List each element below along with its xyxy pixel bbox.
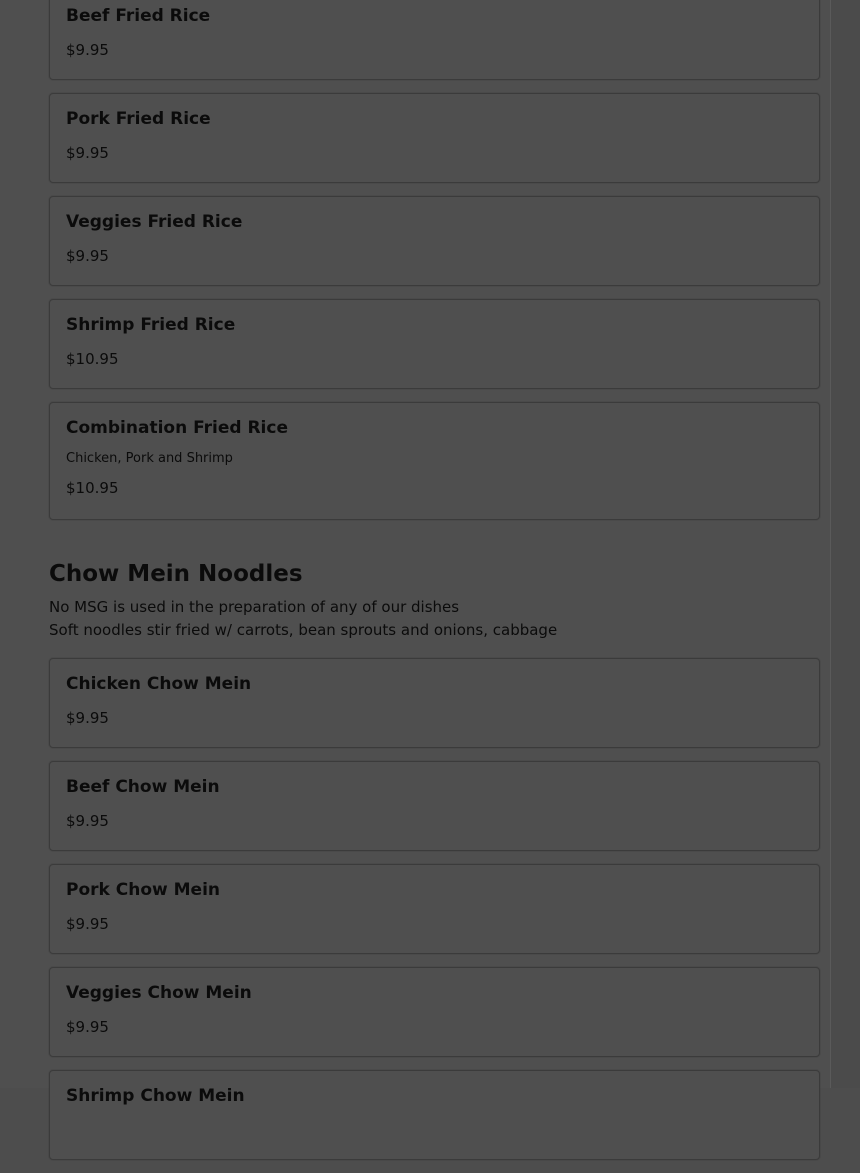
section-note-description: Soft noodles stir fried w/ carrots, bean sprouts and onions, cabbage — [49, 621, 558, 639]
menu-item-name: Chicken Chow Mein — [66, 674, 252, 694]
menu-item-card-veggies-chow-mein[interactable] — [49, 967, 820, 1057]
menu-item-price: $9.95 — [66, 915, 109, 933]
menu-item-card-veggies-fried-rice[interactable] — [49, 196, 820, 286]
menu-item-name: Pork Fried Rice — [66, 109, 211, 129]
menu-item-name: Pork Chow Mein — [66, 880, 221, 900]
menu-item-name: Veggies Fried Rice — [66, 212, 243, 232]
menu-item-price: $9.95 — [66, 812, 109, 830]
menu-item-name: Veggies Chow Mein — [66, 983, 252, 1003]
menu-item-card-shrimp-fried-rice[interactable] — [49, 299, 820, 389]
menu-item-description: Chicken, Pork and Shrimp — [66, 451, 233, 466]
section-note-msg: No MSG is used in the preparation of any of our dishes — [49, 598, 460, 616]
menu-item-card-chicken-chow-mein[interactable] — [49, 658, 820, 748]
menu-item-card-beef-fried-rice[interactable] — [49, 0, 820, 80]
menu-item-card-pork-chow-mein[interactable] — [49, 864, 820, 954]
menu-item-price: $9.95 — [66, 1018, 109, 1036]
menu-item-price: $10.95 — [66, 479, 119, 497]
menu-item-card-beef-chow-mein[interactable] — [49, 761, 820, 851]
menu-item-card-pork-fried-rice[interactable] — [49, 93, 820, 183]
menu-item-name: Shrimp Fried Rice — [66, 315, 236, 335]
menu-content — [49, 0, 820, 1173]
menu-item-card-combination-fried-rice[interactable] — [49, 402, 820, 520]
menu-item-name: Combination Fried Rice — [66, 418, 288, 438]
menu-item-price: $10.95 — [66, 350, 119, 368]
menu-item-price: $9.95 — [66, 247, 109, 265]
menu-item-name: Beef Fried Rice — [66, 6, 211, 26]
menu-item-name: Shrimp Chow Mein — [66, 1086, 245, 1106]
page-right-edge — [830, 0, 860, 1088]
menu-item-price: $9.95 — [66, 709, 109, 727]
menu-item-name: Beef Chow Mein — [66, 777, 220, 797]
menu-item-price: $9.95 — [66, 144, 109, 162]
section-title: Chow Mein Noodles — [49, 561, 303, 587]
menu-item-price: $9.95 — [66, 41, 109, 59]
menu-item-card-shrimp-chow-mein[interactable] — [49, 1070, 820, 1160]
